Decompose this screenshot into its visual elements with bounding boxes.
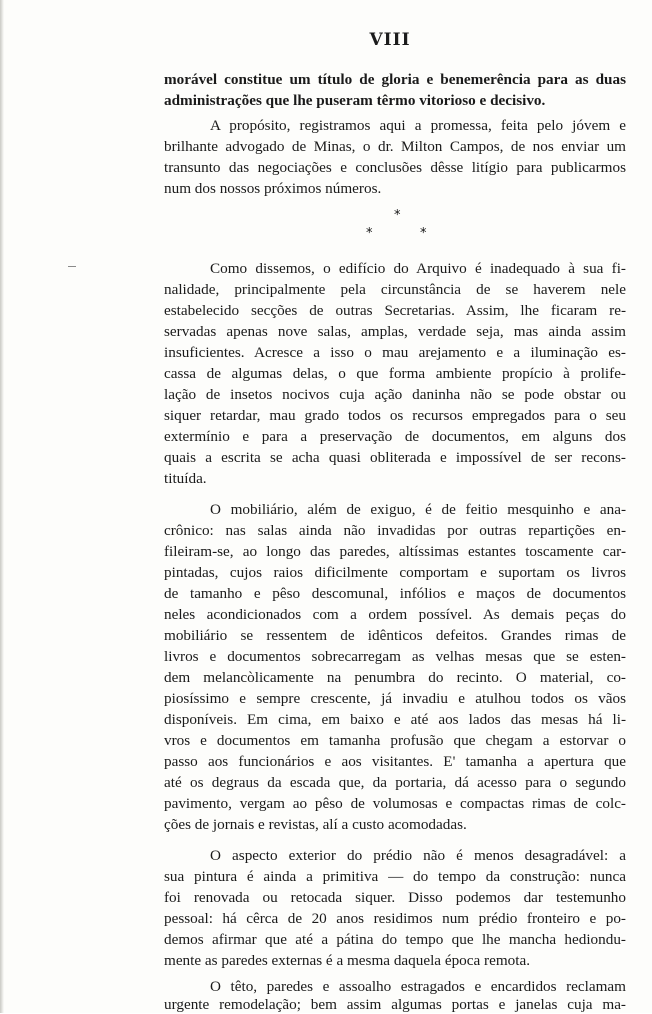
text-line: transunto das negociações e conclusões dêsse litígio para publicarmos bbox=[164, 159, 626, 176]
text-line: brilhante advogado de Minas, o dr. Milton Campos, de nos enviar um bbox=[164, 138, 626, 155]
text-line: lação de insetos nocivos cuja ação daninha não se pode obstar ou bbox=[164, 386, 626, 403]
text-line: administrações que lhe puseram têrmo vitorioso e decisivo. bbox=[164, 92, 546, 109]
text-line: mobiliário se ressentem de idênticos defeitos. Grandes rimas de bbox=[164, 627, 626, 644]
text-line: passo aos funcionários e aos visitantes. E' tamanha a apertura que bbox=[164, 753, 626, 770]
text-line: demos afirmar que até a pátina do tempo que lhe mancha hediondu- bbox=[164, 931, 626, 948]
text-line: A propósito, registramos aqui a promessa, feita pelo jóvem e bbox=[210, 117, 626, 134]
text-line: sua pintura é ainda a primitiva — do tempo da construção: nunca bbox=[164, 868, 626, 885]
text-line: num dos nossos próximos números. bbox=[164, 180, 382, 197]
text-line: siquer retardar, mau grado todos os recursos empregados para o seu bbox=[164, 407, 626, 424]
page-edge-shadow bbox=[0, 0, 4, 1013]
margin-mark bbox=[68, 266, 76, 267]
text-line: O têto, paredes e assoalho estragados e encardidos reclamam bbox=[210, 978, 626, 995]
text-line: dem melancòlicamente na penumbra do recinto. O material, co- bbox=[164, 669, 626, 686]
text-line: cassa de algumas delas, o que forma ambiente propício à prolife- bbox=[164, 365, 626, 382]
text-line: de tamanho e pêso descomunal, infólios e maços de documentos bbox=[164, 585, 626, 602]
text-line: extermínio e para a preservação de documentos, em alguns dos bbox=[164, 428, 626, 445]
text-line: O aspecto exterior do prédio não é menos desagradável: a bbox=[210, 847, 626, 864]
text-line: pavimento, vergam ao pêso de volumosas e compactas rimas de colc- bbox=[164, 795, 626, 812]
text-line: foi renovada ou retocada siquer. Disso podemos dar testemunho bbox=[164, 889, 626, 906]
text-line: morável constitue um título de gloria e benemerência para as duas bbox=[164, 71, 626, 88]
text-line: disponíveis. Em cima, em baixo e até aos lados das mesas há li- bbox=[164, 711, 626, 728]
text-line: O mobiliário, além de exiguo, é de feitio mesquinho e ana- bbox=[210, 501, 626, 518]
text-line: livros e documentos sobrecarregam as velhas mesas que se esten- bbox=[164, 648, 626, 665]
text-line: até os degraus da escada que, da portaria, dá acesso para o segundo bbox=[164, 774, 626, 791]
text-line: estabelecido secções de outras Secretarias. Assim, lhe ficaram re- bbox=[164, 302, 626, 319]
text-line: Como dissemos, o edifício do Arquivo é inadequado à sua fi- bbox=[210, 260, 626, 277]
text-line: fileiram-se, ao longo das paredes, altíssimas estantes toscamente car- bbox=[164, 543, 626, 560]
text-line: insuficientes. Acresce a isso o mau arejamento e a iluminação es- bbox=[164, 344, 626, 361]
page-number: VIII bbox=[369, 30, 411, 50]
text-line: servadas apenas nove salas, amplas, verdade seja, mas ainda assim bbox=[164, 323, 626, 340]
text-line: neles acondicionados com a ordem possível. As demais peças do bbox=[164, 606, 626, 623]
text-line: urgente remodelação; bem assim algumas portas e janelas cuja ma- bbox=[164, 996, 626, 1013]
text-line: nalidade, principalmente pela circunstância de se haverem nele bbox=[164, 281, 626, 298]
text-line: vros e documentos em tamanha profusão que chegam a estorvar o bbox=[164, 732, 626, 749]
ornament-star-right: * bbox=[420, 226, 427, 241]
text-line: pessoal: há cêrca de 20 anos residimos num prédio fronteiro e po- bbox=[164, 910, 626, 927]
text-line: tituída. bbox=[164, 470, 207, 487]
text-line: crônico: nas salas ainda não invadidas por outras repartições en- bbox=[164, 522, 626, 539]
text-line: piosíssimo e sempre crescente, já invadiu e atulhou todos os vãos bbox=[164, 690, 626, 707]
ornament-star-left: * bbox=[366, 226, 373, 241]
text-line: pintadas, cujos raios dificilmente comportam e suportam os livros bbox=[164, 564, 626, 581]
ornament-star-top: * bbox=[394, 208, 401, 223]
text-line: ções de jornais e revistas, alí a custo acomodadas. bbox=[164, 816, 467, 833]
text-line: mente as paredes externas é a mesma daquela época remota. bbox=[164, 952, 531, 969]
text-line: quais a escrita se acha quasi obliterada e impossível de ser recons- bbox=[164, 449, 626, 466]
